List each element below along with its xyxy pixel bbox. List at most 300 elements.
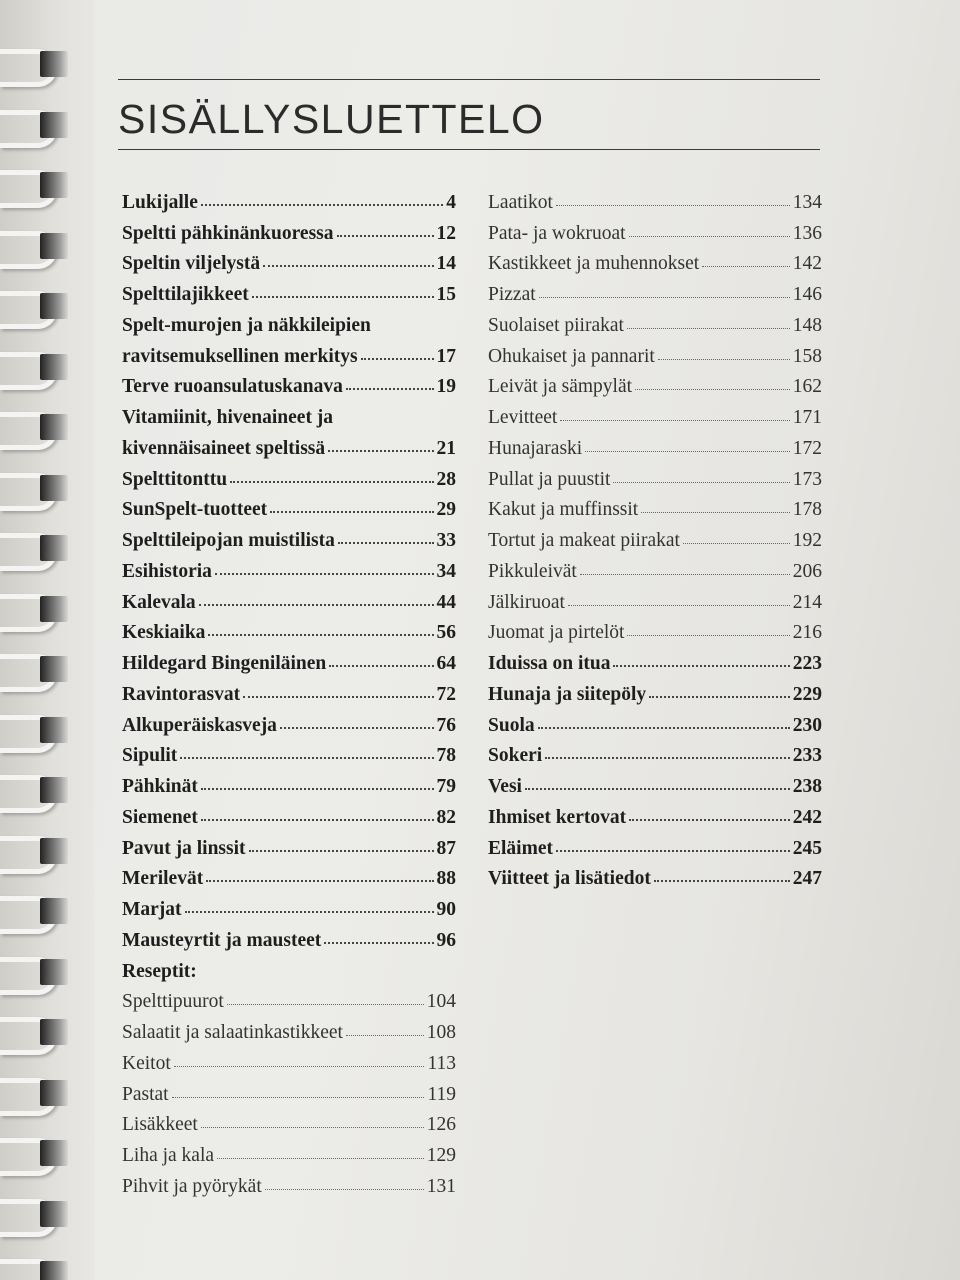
toc-row (488, 712, 822, 743)
toc-entry-title: Keitot (122, 1052, 171, 1074)
toc-page-number: 162 (792, 376, 822, 398)
toc-page-number: 88 (436, 868, 456, 890)
toc-page-number: 171 (792, 407, 822, 428)
toc-entry[interactable] (122, 592, 456, 614)
toc-entry[interactable] (122, 1114, 456, 1136)
toc-entry[interactable] (122, 807, 456, 829)
toc-page-number: 158 (792, 345, 822, 367)
toc-entry[interactable] (122, 991, 456, 1013)
toc-row (122, 927, 456, 958)
dot-leader (199, 604, 434, 606)
toc-entry[interactable] (122, 1022, 456, 1044)
punch-hole (40, 233, 68, 259)
spiral-ring (0, 106, 100, 146)
toc-entry-title: Pavut ja linssit (122, 837, 246, 859)
dot-leader (324, 942, 433, 944)
dot-leader (201, 819, 434, 821)
toc-entry[interactable] (488, 684, 822, 706)
dot-leader (346, 1035, 424, 1036)
toc-entry-title: Vitamiinit, hivenaineet ja (122, 407, 334, 428)
punch-hole (40, 475, 68, 501)
toc-entry[interactable] (122, 653, 456, 675)
toc-entry[interactable] (488, 376, 822, 398)
toc-entry[interactable] (122, 223, 456, 245)
toc-entry[interactable] (122, 469, 456, 491)
spiral-ring (0, 469, 100, 509)
toc-entry[interactable] (122, 438, 456, 460)
dot-leader (658, 359, 790, 360)
dot-leader (180, 757, 433, 759)
toc-row (122, 1081, 456, 1112)
toc-entry[interactable] (488, 530, 822, 552)
dot-leader (629, 236, 790, 237)
toc-row (488, 435, 822, 466)
spiral-ring (0, 1134, 100, 1174)
toc-entry[interactable] (122, 315, 456, 337)
toc-entry[interactable] (488, 284, 822, 306)
toc-row (488, 866, 822, 897)
toc-row (488, 773, 822, 804)
dot-leader (174, 1066, 425, 1067)
toc-entry-title: Hildegard Bingeniläinen (122, 653, 327, 674)
toc-page-number: 96 (436, 929, 456, 951)
toc-row (488, 620, 822, 651)
toc-entry-title: Laatikot (488, 191, 553, 213)
toc-page-number: 34 (436, 560, 456, 582)
toc-entry[interactable] (488, 223, 822, 245)
dot-leader (627, 328, 790, 329)
toc-row (122, 743, 456, 774)
toc-page-number: 142 (792, 253, 822, 275)
toc-row (122, 435, 456, 466)
dot-leader (265, 1189, 424, 1190)
title-rule (118, 149, 820, 150)
spiral-ring (0, 832, 100, 872)
dot-leader (263, 265, 433, 267)
punch-hole (40, 112, 68, 138)
dot-leader (538, 727, 790, 729)
toc-page-number: 76 (436, 714, 456, 736)
toc-row (122, 1173, 456, 1204)
toc-row (488, 189, 822, 220)
toc-entry-title: Pastat (122, 1083, 169, 1105)
spiral-ring (0, 529, 100, 569)
toc-row (122, 1019, 456, 1050)
toc-entry-title: Suolaiset piirakat (488, 314, 624, 336)
spiral-ring (0, 166, 100, 206)
toc-row (122, 281, 456, 312)
punch-hole (40, 535, 68, 561)
dot-leader (329, 665, 433, 667)
toc-page-number: 17 (436, 345, 456, 367)
toc-entry[interactable] (488, 438, 822, 460)
dot-leader (338, 542, 434, 544)
toc-entry-title: Kakut ja muffinssit (488, 499, 639, 521)
toc-entry-title: Esihistoria (122, 560, 212, 582)
punch-hole (40, 838, 68, 864)
toc-row (122, 1050, 456, 1081)
toc-row (122, 650, 456, 681)
toc-entry[interactable] (122, 346, 456, 368)
toc-row (122, 466, 456, 497)
toc-row (122, 620, 456, 651)
toc-row (488, 466, 822, 497)
toc-row (488, 251, 822, 282)
dot-leader (227, 1004, 424, 1005)
toc-entry[interactable] (488, 745, 822, 767)
toc-page-number: 72 (436, 683, 456, 705)
spiral-ring (0, 771, 100, 811)
toc-entry-title: Lukijalle (122, 191, 198, 213)
toc-page-number: 216 (792, 622, 822, 644)
dot-leader (613, 665, 789, 667)
toc-page-number: 134 (792, 191, 822, 213)
toc-row (122, 251, 456, 282)
toc-entry[interactable] (122, 961, 456, 983)
toc-row (122, 374, 456, 405)
punch-hole (40, 898, 68, 924)
toc-page-number: 44 (436, 591, 456, 613)
toc-page-number: 21 (436, 437, 456, 459)
toc-page-number: 119 (427, 1083, 456, 1105)
spiral-ring (0, 590, 100, 630)
toc-page-number: 79 (436, 776, 456, 797)
toc-entry-title: Ihmiset kertovat (488, 806, 627, 828)
toc-page-number: 19 (436, 376, 456, 398)
punch-hole (40, 354, 68, 380)
dot-leader (641, 512, 790, 513)
toc-entry[interactable] (488, 592, 822, 614)
spiral-ring (0, 45, 100, 85)
toc-page-number: 223 (792, 653, 822, 674)
toc-entry-title: Pikkuleivät (488, 560, 577, 582)
dot-leader (201, 1127, 424, 1128)
punch-hole (40, 51, 68, 77)
spiral-ring (0, 892, 100, 932)
toc-entry-title: Pata- ja wokruoat (488, 222, 626, 244)
dot-leader (185, 911, 434, 913)
spiral-ring (0, 408, 100, 448)
toc-page-number: 12 (436, 222, 456, 244)
toc-row (488, 343, 822, 374)
toc-page-number: 247 (792, 868, 822, 890)
toc-page-number: 113 (427, 1052, 456, 1074)
spiral-ring (0, 1074, 100, 1114)
dot-leader (649, 696, 790, 698)
toc-row (488, 312, 822, 343)
toc-page-number: 206 (792, 560, 822, 582)
spiral-ring (0, 1195, 100, 1235)
toc-entry-title: Liha ja kala (122, 1145, 215, 1166)
dot-leader (252, 296, 434, 298)
toc-page-number: 242 (792, 806, 822, 828)
toc-row (122, 804, 456, 835)
toc-entry-title: Suola (488, 714, 535, 736)
spiral-ring (0, 227, 100, 267)
dot-leader (249, 850, 434, 852)
toc-page-number: 87 (436, 837, 456, 859)
toc-entry-title: Levitteet (488, 407, 558, 428)
toc-entry[interactable] (122, 1053, 456, 1075)
dot-leader (525, 788, 790, 790)
toc-entry[interactable] (122, 745, 456, 767)
dot-leader (702, 266, 790, 267)
toc-entry[interactable] (488, 715, 822, 737)
toc-entry[interactable] (488, 315, 822, 337)
toc-row (488, 281, 822, 312)
toc-entry-title: Spelttitonttu (122, 468, 228, 490)
toc-row (122, 497, 456, 528)
toc-entry[interactable] (122, 684, 456, 706)
dot-leader (230, 481, 433, 483)
toc-row (122, 866, 456, 897)
toc-row (488, 374, 822, 405)
toc-entry-title: Vesi (488, 776, 522, 797)
toc-entry[interactable] (122, 930, 456, 952)
toc-row (122, 896, 456, 927)
toc-row (122, 312, 456, 343)
dot-leader (201, 204, 443, 206)
spiral-ring (0, 1013, 100, 1053)
toc-row (122, 958, 456, 989)
toc-row (122, 712, 456, 743)
toc-row (488, 497, 822, 528)
toc-entry-title: Leivät ja sämpylät (488, 376, 633, 398)
toc-entry-title: Spelttileipojan muistilista (122, 530, 335, 551)
toc-entry[interactable] (122, 499, 456, 521)
punch-hole (40, 414, 68, 440)
toc-row (488, 650, 822, 681)
toc-entry[interactable] (488, 653, 822, 675)
toc-entry[interactable] (122, 1084, 456, 1106)
dot-leader (580, 574, 790, 575)
toc-entry-title: Keskiaika (122, 622, 206, 644)
toc-page-number: 64 (436, 653, 456, 674)
toc-entry-title: Juomat ja pirtelöt (488, 622, 625, 644)
toc-page-number: 29 (436, 499, 456, 521)
toc-row (122, 189, 456, 220)
toc-entry[interactable] (488, 253, 822, 275)
toc-entry-title: Pullat ja puustit (488, 468, 611, 490)
spiral-ring (0, 287, 100, 327)
toc-entry-title: Hunajaraski (488, 437, 583, 459)
dot-leader (270, 511, 433, 513)
spiral-ring (0, 650, 100, 690)
toc-entry[interactable] (122, 838, 456, 860)
toc-page-number: 108 (426, 1022, 456, 1043)
toc-page-number: 230 (792, 714, 822, 736)
toc-page-number: 172 (792, 437, 822, 459)
toc-entry[interactable] (488, 868, 822, 890)
toc-page-number: 245 (792, 837, 822, 859)
punch-hole (40, 656, 68, 682)
spiral-ring (0, 953, 100, 993)
toc-entry-title: Pihvit ja pyörykät (122, 1175, 262, 1197)
toc-row (488, 589, 822, 620)
toc-entry-title: Hunaja ja siitepöly (488, 683, 647, 705)
toc-entry[interactable] (122, 622, 456, 644)
toc-entry[interactable] (122, 868, 456, 890)
dot-leader (243, 696, 433, 698)
dot-leader (215, 573, 434, 575)
dot-leader (654, 880, 790, 882)
toc-entry-title: Ohukaiset ja pannarit (488, 345, 655, 367)
toc-entry-title: Kalevala (122, 591, 196, 613)
toc-page-number: 146 (792, 284, 822, 305)
spiral-ring (0, 1255, 100, 1280)
page-title: SISÄLLYSLUETTELO (118, 96, 545, 142)
toc-page-number: 129 (426, 1145, 456, 1166)
dot-leader (613, 482, 789, 483)
toc-entry-title: ravitsemuksellinen merkitys (122, 345, 358, 367)
toc-row (122, 220, 456, 251)
toc-entry-title: Alkuperäiskasveja (122, 714, 277, 736)
toc-row (122, 343, 456, 374)
toc-entry-title: Siemenet (122, 806, 198, 828)
toc-row (488, 804, 822, 835)
toc-entry-title: Pähkinät (122, 776, 198, 797)
punch-hole (40, 1261, 68, 1280)
dot-leader (556, 205, 790, 206)
dot-leader (201, 788, 434, 790)
dot-leader (328, 450, 433, 452)
toc-page-number: 192 (792, 530, 822, 551)
toc-entry[interactable] (122, 253, 456, 275)
toc-left-column (122, 189, 456, 1204)
dot-leader (560, 420, 789, 421)
toc-row (122, 1142, 456, 1173)
toc-entry-title: Spelt-murojen ja näkkileipien (122, 314, 371, 336)
toc-entry[interactable] (488, 469, 822, 491)
toc-row (488, 743, 822, 774)
dot-leader (206, 880, 433, 882)
spiral-ring (0, 348, 100, 388)
toc-entry[interactable] (122, 1145, 456, 1167)
toc-page-number: 78 (436, 745, 456, 767)
punch-hole (40, 1080, 68, 1106)
dot-leader (629, 819, 790, 821)
toc-page-number: 82 (436, 806, 456, 828)
toc-entry-title: Sokeri (488, 745, 543, 767)
toc-entry[interactable] (122, 192, 456, 214)
dot-leader (568, 605, 790, 606)
toc-entry-title: Sipulit (122, 745, 178, 767)
toc-entry-title: Speltti pähkinänkuoressa (122, 222, 334, 244)
spiral-ring (0, 711, 100, 751)
toc-page-number: 136 (792, 222, 822, 244)
toc-row (122, 589, 456, 620)
toc-entry-title: Ravintorasvat (122, 683, 241, 705)
toc-entry[interactable] (488, 776, 822, 798)
toc-entry-title: Viitteet ja lisätiedot (488, 868, 651, 890)
toc-row (488, 220, 822, 251)
dot-leader (556, 850, 790, 852)
toc-page-number: 90 (436, 899, 456, 920)
punch-hole (40, 596, 68, 622)
toc-entry[interactable] (488, 622, 822, 644)
toc-entry[interactable] (488, 499, 822, 521)
toc-row (488, 835, 822, 866)
toc-entry[interactable] (488, 192, 822, 214)
toc-entry-title: Tortut ja makeat piirakat (488, 530, 680, 551)
toc-entry[interactable] (122, 530, 456, 552)
toc-row (122, 1112, 456, 1143)
toc-page-number: 28 (436, 468, 456, 490)
toc-entry-title: Kastikkeet ja muhennokset (488, 253, 700, 275)
dot-leader (280, 727, 434, 729)
toc-entry-title: kivennäisaineet speltissä (122, 437, 326, 459)
toc-page-number: 229 (792, 683, 822, 705)
punch-hole (40, 777, 68, 803)
toc-row (488, 404, 822, 435)
toc-entry-title: Speltin viljelystä (122, 253, 261, 275)
toc-entry-title: Jälkiruoat (488, 591, 565, 613)
toc-page-number: 15 (436, 284, 456, 305)
punch-hole (40, 172, 68, 198)
dot-leader (172, 1097, 425, 1098)
toc-entry[interactable] (122, 376, 456, 398)
toc-page-number: 173 (792, 468, 822, 490)
toc-row (488, 558, 822, 589)
toc-page-number: 214 (792, 591, 822, 613)
toc-entry[interactable] (488, 807, 822, 829)
toc-entry[interactable] (122, 1176, 456, 1198)
toc-entry[interactable] (488, 561, 822, 583)
top-rule (118, 79, 820, 80)
toc-page-number: 56 (436, 622, 456, 644)
toc-entry[interactable] (488, 346, 822, 368)
dot-leader (346, 388, 434, 390)
punch-hole (40, 293, 68, 319)
toc-entry-title: Marjat (122, 899, 182, 920)
toc-row (122, 835, 456, 866)
toc-entry[interactable] (488, 838, 822, 860)
toc-page-number: 4 (446, 191, 456, 213)
dot-leader (217, 1158, 424, 1159)
dot-leader (585, 451, 790, 452)
toc-entry-title: Terve ruoansulatuskanava (122, 376, 343, 398)
toc-row (122, 681, 456, 712)
toc-page-number: 33 (436, 530, 456, 551)
toc-entry-title: Iduissa on itua (488, 653, 611, 674)
toc-page-number: 131 (426, 1175, 456, 1197)
toc-entry-title: Mausteyrtit ja mausteet (122, 929, 322, 951)
toc-entry[interactable] (122, 899, 456, 921)
toc-entry[interactable] (122, 407, 456, 429)
toc-entry-title: Spelttilajikkeet (122, 284, 249, 305)
toc-entry[interactable] (122, 561, 456, 583)
toc-page-number: 14 (436, 253, 456, 275)
toc-entry-title: SunSpelt-tuotteet (122, 499, 268, 521)
toc-page-number: 148 (792, 314, 822, 336)
dot-leader (361, 358, 434, 360)
punch-hole (40, 1019, 68, 1045)
toc-entry-title: Eläimet (488, 837, 553, 859)
toc-entry-title: Pizzat (488, 284, 536, 305)
punch-hole (40, 959, 68, 985)
toc-entry-title: Merilevät (122, 868, 204, 890)
toc-entry[interactable] (122, 715, 456, 737)
toc-row (122, 404, 456, 435)
toc-entry-title: Spelttipuurot (122, 991, 224, 1013)
toc-entry[interactable] (488, 407, 822, 429)
dot-leader (627, 635, 789, 636)
toc-entry[interactable] (122, 284, 456, 306)
dot-leader (208, 634, 433, 636)
toc-entry-title: Salaatit ja salaatinkastikkeet (122, 1022, 343, 1043)
toc-entry[interactable] (122, 776, 456, 798)
toc-entry-title: Reseptit: (122, 960, 197, 982)
